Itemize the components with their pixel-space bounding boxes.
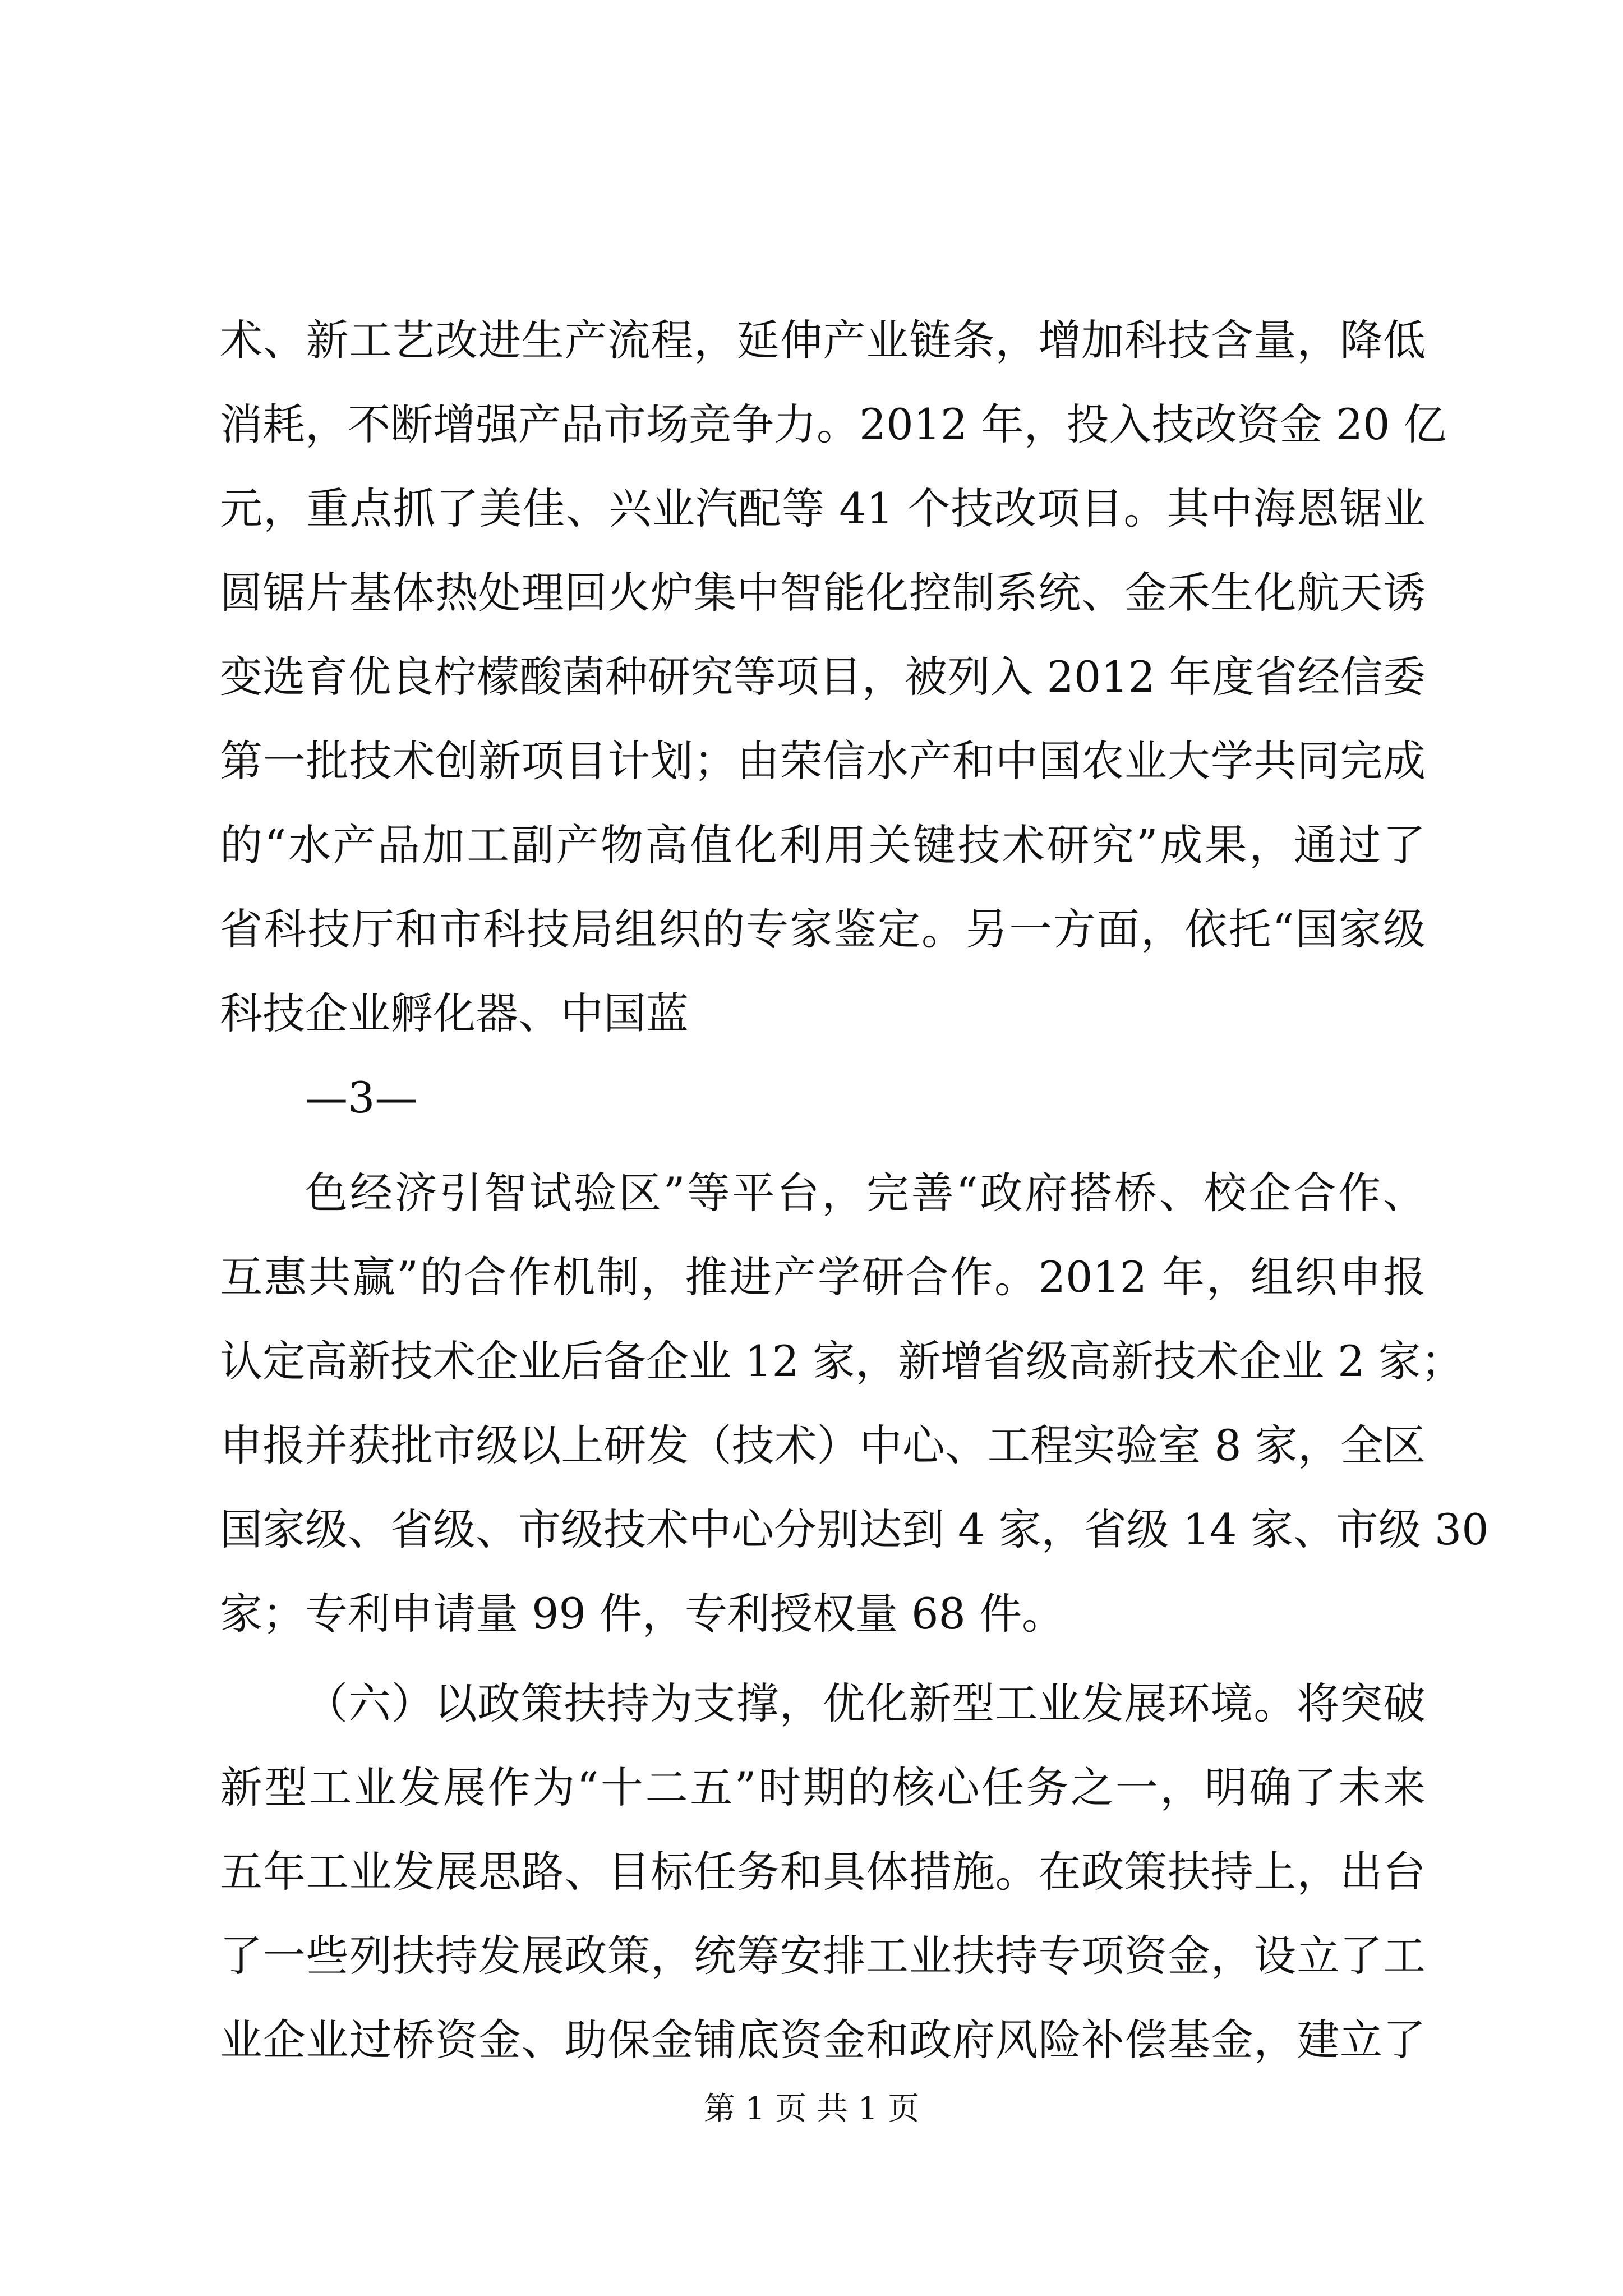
body-text-line: 变选育优良柠檬酸菌种研究等项目，被列入 2012 年度省经信委 xyxy=(220,652,1426,702)
body-text-line: 申报并获批市级以上研发（技术）中心、工程实验室 8 家，全区 xyxy=(220,1420,1426,1470)
body-text-line: 认定高新技术企业后备企业 12 家，新增省级高新技术企业 2 家； xyxy=(220,1336,1464,1386)
body-text-line: 家；专利申请量 99 件，专利授权量 68 件。 xyxy=(220,1589,1065,1639)
body-text-line: 消耗，不断增强产品市场竞争力。2012 年，投入技改资金 20 亿 xyxy=(220,399,1446,449)
body-text-line: 术、新工艺改进生产流程，延伸产业链条，增加科技含量，降低 xyxy=(220,315,1426,365)
body-text-line: 业企业过桥资金、助保金铺底资金和政府风险补偿基金，建立了 xyxy=(220,2015,1426,2065)
body-text-line: 省科技厅和市科技局组织的专家鉴定。另一方面，依托“国家级 xyxy=(220,904,1426,954)
body-text-line: 的“水产品加工副产物高值化利用关键技术研究”成果，通过了 xyxy=(220,820,1426,870)
body-text-line: 第一批技术创新项目计划；由荣信水产和中国农业大学共同完成 xyxy=(220,736,1426,786)
body-text-line: 了一些列扶持发展政策，统筹安排工业扶持专项资金，设立了工 xyxy=(220,1931,1426,1981)
body-text-line: （六）以政策扶持为支撑，优化新型工业发展环境。将突破 xyxy=(305,1678,1426,1728)
body-text-line: 五年工业发展思路、目标任务和具体措施。在政策扶持上，出台 xyxy=(220,1847,1426,1897)
body-text-line: 互惠共赢”的合作机制，推进产学研合作。2012 年，组织申报 xyxy=(220,1252,1426,1302)
inline-page-marker: —3— xyxy=(305,1073,418,1122)
body-text-line: 色经济引智试验区”等平台，完善“政府搭桥、校企合作、 xyxy=(305,1168,1426,1218)
body-text-line: 新型工业发展作为“十二五”时期的核心任务之一，明确了未来 xyxy=(220,1763,1426,1812)
body-text-line: 科技企业孵化器、中国蓝 xyxy=(220,988,689,1038)
body-text-line: 元，重点抓了美佳、兴业汽配等 41 个技改项目。其中海恩锯业 xyxy=(220,484,1426,533)
body-text-line: 圆锯片基体热处理回火炉集中智能化控制系统、金禾生化航天诱 xyxy=(220,568,1426,618)
body-text-line: 国家级、省级、市级技术中心分别达到 4 家，省级 14 家、市级 30 xyxy=(220,1504,1489,1554)
page-footer: 第 1 页 共 1 页 xyxy=(703,2091,920,2127)
